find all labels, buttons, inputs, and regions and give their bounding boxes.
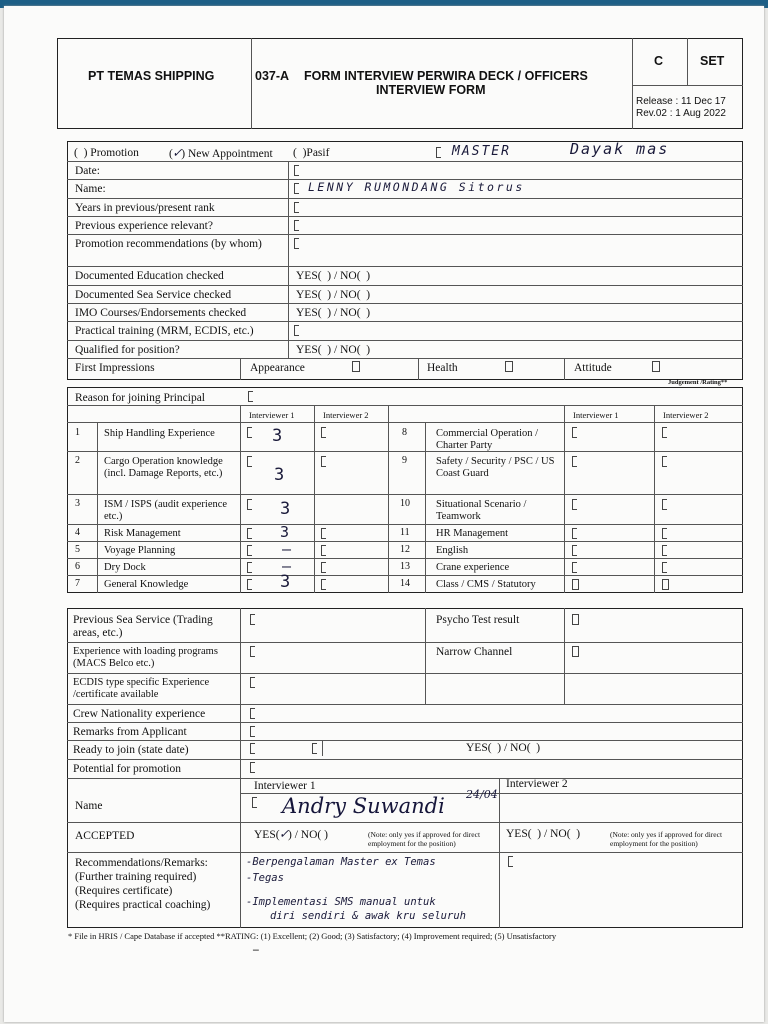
form-title-line2: INTERVIEW FORM bbox=[376, 83, 486, 97]
imo-courses-label: IMO Courses/Endorsements checked bbox=[75, 307, 247, 319]
potential-promotion-label: Potential for promotion bbox=[73, 763, 181, 775]
applicant-name: LENNY RUMONDANG Sitorus bbox=[308, 180, 525, 194]
rev-letter: C bbox=[654, 54, 664, 68]
rating-i1-6: – bbox=[282, 557, 292, 575]
revision-date: Rev.02 : 1 Aug 2022 bbox=[636, 108, 726, 119]
further-training-label: (Further training required) bbox=[75, 871, 197, 883]
footer-note: * File in HRIS / Cape Database if accepted **RATING: (1) Excellent; (2) Good; (3) Satisfactory; (4) Improvement required; (5) Unsatisfactory bbox=[68, 931, 557, 941]
accepted-i2: YES( ) / NO( ) bbox=[506, 828, 581, 840]
qualified-yes-no: YES( ) / NO( ) bbox=[296, 344, 371, 356]
rating-label-13: Crane experience bbox=[436, 562, 510, 573]
promotion-option: ( ) Promotion bbox=[74, 147, 139, 159]
sea-service-yes-no: YES( ) / NO( ) bbox=[296, 289, 371, 301]
appearance-label: Appearance bbox=[250, 362, 305, 374]
ready-to-join-label: Ready to join (state date) bbox=[73, 744, 189, 756]
rating-label-5: Voyage Planning bbox=[104, 545, 176, 556]
rating-i1-3: 3 bbox=[280, 499, 291, 519]
reason-joining-label: Reason for joining Principal bbox=[75, 392, 205, 404]
rating-label-4: Risk Management bbox=[104, 528, 181, 539]
judgement-rating-label: Judgement /Rating** bbox=[668, 379, 728, 386]
sea-service-label: Documented Sea Service checked bbox=[75, 289, 232, 301]
interviewer1-col-left: Interviewer 1 bbox=[249, 410, 295, 420]
company-name: PT TEMAS SHIPPING bbox=[88, 69, 215, 83]
form-code: 037-A bbox=[255, 69, 290, 83]
qualified-label: Qualified for position? bbox=[75, 344, 180, 356]
education-label: Documented Education checked bbox=[75, 270, 224, 282]
rating-label-14: Class / CMS / Statutory bbox=[436, 579, 536, 590]
release-date: Release : 11 Dec 17 bbox=[636, 96, 726, 107]
rating-no-2: 2 bbox=[75, 455, 80, 466]
rating-label-9: Safety / Security / PSC / US Coast Guard bbox=[436, 456, 555, 479]
interviewer1-signature-date: 24/04 bbox=[466, 788, 498, 801]
accepted-i1: YES(✓) / NO( ) bbox=[254, 826, 328, 842]
rating-no-6: 6 bbox=[75, 561, 80, 572]
rating-label-1: Ship Handling Experience bbox=[104, 428, 215, 439]
rating-label-8: Commercial Operation / Charter Party bbox=[436, 428, 539, 451]
rating-label-3: ISM / ISPS (audit experience etc.) bbox=[104, 499, 228, 522]
interviewer2-col-right: Interviewer 2 bbox=[663, 410, 709, 420]
imo-courses-yes-no: YES( ) / NO( ) bbox=[296, 307, 371, 319]
rating-i1-5: – bbox=[282, 540, 292, 558]
ecdis-label: ECDIS type specific Experience /certificate available bbox=[73, 677, 210, 700]
ready-yes-no: YES( ) / NO( ) bbox=[466, 742, 541, 754]
rating-no-12: 12 bbox=[400, 544, 410, 555]
footer-dash: – bbox=[253, 944, 259, 956]
new-appointment-option: (✓) New Appointment bbox=[169, 145, 273, 161]
rating-label-12: English bbox=[436, 545, 469, 556]
remark-line-3: -Implementasi SMS manual untuk bbox=[246, 896, 436, 908]
rating-label-6: Dry Dock bbox=[104, 562, 146, 573]
first-impressions-label: First Impressions bbox=[75, 362, 155, 374]
interviewer2-col-left: Interviewer 2 bbox=[323, 410, 369, 420]
rating-no-7: 7 bbox=[75, 578, 80, 589]
name-label: Name: bbox=[75, 183, 106, 195]
remark-line-2: -Tegas bbox=[246, 872, 284, 884]
set-label: SET bbox=[700, 54, 725, 68]
rating-i1-7: 3 bbox=[280, 572, 291, 592]
rating-no-4: 4 bbox=[75, 527, 80, 538]
rating-no-3: 3 bbox=[75, 498, 80, 509]
attitude-label: Attitude bbox=[574, 362, 612, 374]
recommendations-label: Recommendations/Remarks: bbox=[75, 857, 208, 869]
rating-i1-1: 3 bbox=[272, 426, 283, 446]
interviewer1-col-right: Interviewer 1 bbox=[573, 410, 619, 420]
rating-no-8: 8 bbox=[402, 427, 407, 438]
interviewer1-label: Interviewer 1 bbox=[254, 780, 316, 792]
date-label: Date: bbox=[75, 165, 100, 177]
prev-experience-label: Previous experience relevant? bbox=[75, 220, 213, 232]
promotion-recommend-label: Promotion recommendations (by whom) bbox=[75, 238, 262, 250]
accepted-i2-note: (Note: only yes if approved for direct employment for the position) bbox=[610, 830, 723, 848]
requires-certificate-label: (Requires certificate) bbox=[75, 885, 173, 897]
rating-no-9: 9 bbox=[402, 455, 407, 466]
rating-label-11: HR Management bbox=[436, 528, 509, 539]
prev-sea-service-label: Previous Sea Service (Trading areas, etc.) bbox=[73, 614, 213, 639]
position-value: MASTER bbox=[452, 144, 511, 159]
form-title-line1: FORM INTERVIEW PERWIRA DECK / OFFICERS bbox=[304, 69, 588, 83]
rating-label-2: Cargo Operation knowledge (incl. Damage Reports, etc.) bbox=[104, 456, 223, 479]
crew-nationality-label: Crew Nationality experience bbox=[73, 708, 206, 720]
name-row-label: Name bbox=[75, 800, 103, 812]
rating-no-10: 10 bbox=[400, 498, 410, 509]
remark-line-1: -Berpengalaman Master ex Temas bbox=[246, 856, 436, 868]
education-yes-no: YES( ) / NO( ) bbox=[296, 270, 371, 282]
loading-programs-label: Experience with loading programs (MACS Belco etc.) bbox=[73, 646, 218, 669]
health-label: Health bbox=[427, 362, 458, 374]
accepted-label: ACCEPTED bbox=[75, 830, 135, 842]
rating-i1-2: 3 bbox=[274, 465, 285, 485]
narrow-channel-label: Narrow Channel bbox=[436, 646, 513, 658]
remark-line-4: diri sendiri & awak kru seluruh bbox=[270, 910, 466, 922]
practical-training-label: Practical training (MRM, ECDIS, etc.) bbox=[75, 325, 254, 337]
remarks-applicant-label: Remarks from Applicant bbox=[73, 726, 187, 738]
rating-no-14: 14 bbox=[400, 578, 410, 589]
rating-label-10: Situational Scenario / Teamwork bbox=[436, 499, 527, 522]
rating-no-13: 13 bbox=[400, 561, 410, 572]
psycho-test-label: Psycho Test result bbox=[436, 614, 520, 626]
rating-i1-4: 3 bbox=[280, 523, 290, 541]
requires-coaching-label: (Requires practical coaching) bbox=[75, 899, 211, 911]
interviewer1-signature-name: Andry Suwandi bbox=[282, 794, 445, 818]
rating-no-11: 11 bbox=[400, 527, 410, 538]
rating-label-7: General Knowledge bbox=[104, 579, 189, 590]
vessel-value: Dayak mas bbox=[570, 140, 670, 158]
pasif-option: ( )Pasif bbox=[293, 147, 330, 159]
accepted-i1-note: (Note: only yes if approved for direct employment for the position) bbox=[368, 830, 481, 848]
years-rank-label: Years in previous/present rank bbox=[75, 202, 215, 214]
rating-no-5: 5 bbox=[75, 544, 80, 555]
interviewer2-label: Interviewer 2 bbox=[506, 778, 568, 790]
rating-no-1: 1 bbox=[75, 427, 80, 438]
